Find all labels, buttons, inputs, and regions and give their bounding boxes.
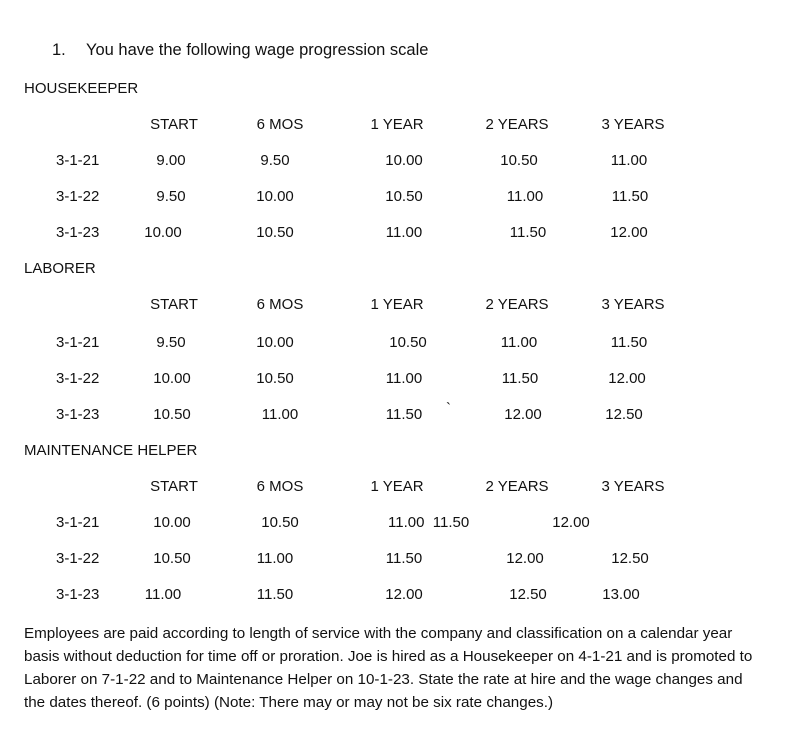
table-cell: 9.50: [156, 188, 186, 205]
question-number: 1.: [52, 41, 66, 59]
table-cell: 12.00: [610, 224, 648, 241]
row-date: 3-1-22: [56, 370, 100, 387]
table-cell: 10.50: [256, 370, 294, 387]
col-header: 3 YEARS: [601, 296, 665, 313]
col-header: START: [150, 116, 198, 133]
table-cell: 11.00: [506, 188, 544, 205]
table-cell: 10.00: [153, 370, 191, 387]
table-cell: 11.00: [610, 152, 648, 169]
table-cell: 12.50: [605, 406, 643, 423]
table-cell: 9.50: [156, 334, 186, 351]
table-cell: 10.50: [261, 514, 299, 531]
col-header: START: [150, 478, 198, 495]
col-header: 1 YEAR: [370, 296, 424, 313]
instructions-paragraph: Employees are paid according to length of service with the company and classification on a calendar year basis without deduction for time off or proration. Joe is hired as a Housekeeper on 4-1-21 and is promoted to Laborer on 7-1-22 and to Maintenance Helper on 10-1-23. State the rate at hire and the wage changes and the dates thereof. (6 points) (Note: There may or may not be six rate changes.): [24, 625, 753, 711]
table-cell: 12.00: [552, 514, 590, 531]
table-cell: 11.00 11.50: [388, 514, 470, 531]
table-cell: 12.00: [608, 370, 646, 387]
table-cell: 10.50: [153, 550, 191, 567]
table-cell: 10.00: [144, 224, 182, 241]
table-cell: 11.00: [144, 586, 182, 603]
table-cell: 11.50: [256, 586, 294, 603]
table-cell: 11.50: [610, 334, 648, 351]
table-cell: 9.50: [260, 152, 290, 169]
col-header: 6 MOS: [256, 478, 304, 495]
row-date: 3-1-21: [56, 334, 100, 351]
table-cell: 10.50: [385, 188, 423, 205]
col-header: START: [150, 296, 198, 313]
table-cell: 11.00: [385, 370, 423, 387]
col-header: 2 YEARS: [485, 116, 549, 133]
table-cell: 11.50: [611, 188, 649, 205]
table-cell: 10.00: [256, 188, 294, 205]
table-cell: 11.00: [261, 406, 299, 423]
section-title-maintenance-helper: MAINTENANCE HELPER: [24, 442, 198, 459]
table-cell: 12.50: [611, 550, 649, 567]
table-cell: 13.00: [602, 586, 640, 603]
table-cell: 12.00: [385, 586, 423, 603]
col-header: 1 YEAR: [370, 116, 424, 133]
row-date: 3-1-23: [56, 586, 100, 603]
table-cell: 12.50: [509, 586, 547, 603]
section-title-laborer: LABORER: [24, 260, 96, 277]
table-cell: 10.50: [153, 406, 191, 423]
question-text: You have the following wage progression scale: [86, 41, 429, 59]
table-cell: 9.00: [156, 152, 186, 169]
col-header: 1 YEAR: [370, 478, 424, 495]
table-cell: 11.00: [385, 224, 423, 241]
col-header: 6 MOS: [256, 116, 304, 133]
row-date: 3-1-21: [56, 514, 100, 531]
row-date: 3-1-22: [56, 550, 100, 567]
table-cell: 11.00: [256, 550, 294, 567]
stray-mark: `: [446, 400, 451, 417]
row-date: 3-1-22: [56, 188, 100, 205]
table-cell: 11.50: [385, 550, 423, 567]
table-cell: 10.00: [256, 334, 294, 351]
row-date: 3-1-23: [56, 406, 100, 423]
col-header: 2 YEARS: [485, 296, 549, 313]
col-header: 3 YEARS: [601, 478, 665, 495]
table-cell: 11.00: [500, 334, 538, 351]
table-cell: 11.50: [501, 370, 539, 387]
row-date: 3-1-23: [56, 224, 100, 241]
table-cell: 12.00: [506, 550, 544, 567]
col-header: 3 YEARS: [601, 116, 665, 133]
col-header: 6 MOS: [256, 296, 304, 313]
col-header: 2 YEARS: [485, 478, 549, 495]
table-cell: 12.00: [504, 406, 542, 423]
row-date: 3-1-21: [56, 152, 100, 169]
section-title-housekeeper: HOUSEKEEPER: [24, 80, 139, 97]
table-cell: 11.50: [385, 406, 423, 423]
table-cell: 10.00: [153, 514, 191, 531]
table-cell: 10.00: [385, 152, 423, 169]
table-cell: 11.50: [509, 224, 547, 241]
table-cell: 10.50: [500, 152, 538, 169]
table-cell: 10.50: [256, 224, 294, 241]
table-cell: 10.50: [389, 334, 427, 351]
